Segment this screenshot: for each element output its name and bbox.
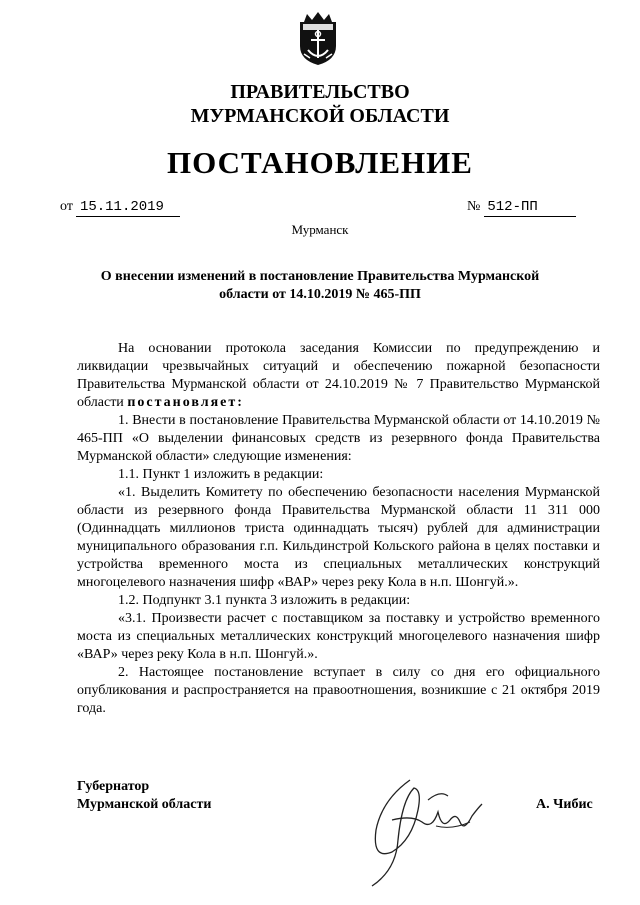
government-title-line1: ПРАВИТЕЛЬСТВО bbox=[230, 81, 410, 103]
date-prefix: от bbox=[60, 199, 73, 214]
number-line bbox=[467, 198, 576, 217]
date-value: 15.11.2019 bbox=[79, 199, 164, 215]
number-prefix: № bbox=[467, 199, 481, 214]
decree-body bbox=[77, 340, 600, 718]
paragraph: 1. Внести в постановление Правительства Мурманской области от 14.10.2019 № 465-ПП «О выделении финансовых средств из резервного фонда Правительства Мурманской области» следующие изменения: bbox=[77, 413, 600, 464]
paragraph: 2. Настоящее постановление вступает в силу со дня его официального опубликования и распространяется на правоотношения, возникшие с 21 октября 2019 года. bbox=[77, 665, 600, 716]
paragraph: 1.2. Подпункт 3.1 пункта 3 изложить в редакции: bbox=[118, 593, 411, 608]
government-title-line2: МУРМАНСКОЙ ОБЛАСТИ bbox=[190, 105, 450, 127]
position-line2: Мурманской области bbox=[77, 797, 212, 812]
paragraph: 1.1. Пункт 1 изложить в редакции: bbox=[118, 467, 324, 482]
paragraph-text: На основании протокола заседания Комиссии по предупреждению и ликвидации чрезвычайных ситуаций и обеспечению пожарной безопасности Правительства Мурманской области от 24.10.2019 № 7 Правительство Мурманской области bbox=[77, 341, 600, 410]
subject-line1: О внесении изменений в постановление Правительства Мурманской bbox=[100, 269, 540, 284]
city-name: Мурманск bbox=[291, 222, 349, 237]
decree-keyword: постановляет: bbox=[127, 395, 244, 410]
handwritten-signature bbox=[352, 760, 502, 890]
paragraph: «1. Выделить Комитету по обеспечению безопасности населения Мурманской области из резервного фонда Правительства Мурманской области 11 311 000 (Одиннадцать миллионов триста одиннадцать тысяч) рублей для администрации муниципального образования г.п. Кильдинстрой Кольского района в целях поставки и устройства временного моста из специальных металлических конструкций многоцелевого назначения шифр «ВАР» через реку Кола в н.п. Шонгуй.». bbox=[77, 485, 600, 590]
signatory-position bbox=[77, 778, 211, 814]
signatory-name: А. Чибис bbox=[536, 797, 593, 812]
date-line bbox=[60, 198, 180, 217]
paragraph: «3.1. Произвести расчет с поставщиком за поставку и устройство временного моста из специальных металлических конструкций многоцелевого назначения шифр «ВАР» через реку Кола в н.п. Шонгуй.». bbox=[77, 611, 600, 662]
number-field bbox=[484, 198, 576, 217]
document-type-title: ПОСТАНОВЛЕНИЕ bbox=[167, 145, 473, 180]
number-value: 512-ПП bbox=[487, 199, 538, 215]
paragraph bbox=[77, 340, 600, 412]
date-field bbox=[76, 198, 180, 217]
position-line1: Губернатор bbox=[77, 779, 150, 794]
coat-of-arms-emblem bbox=[296, 10, 340, 66]
subject-line2: области от 14.10.2019 № 465-ПП bbox=[219, 287, 421, 302]
